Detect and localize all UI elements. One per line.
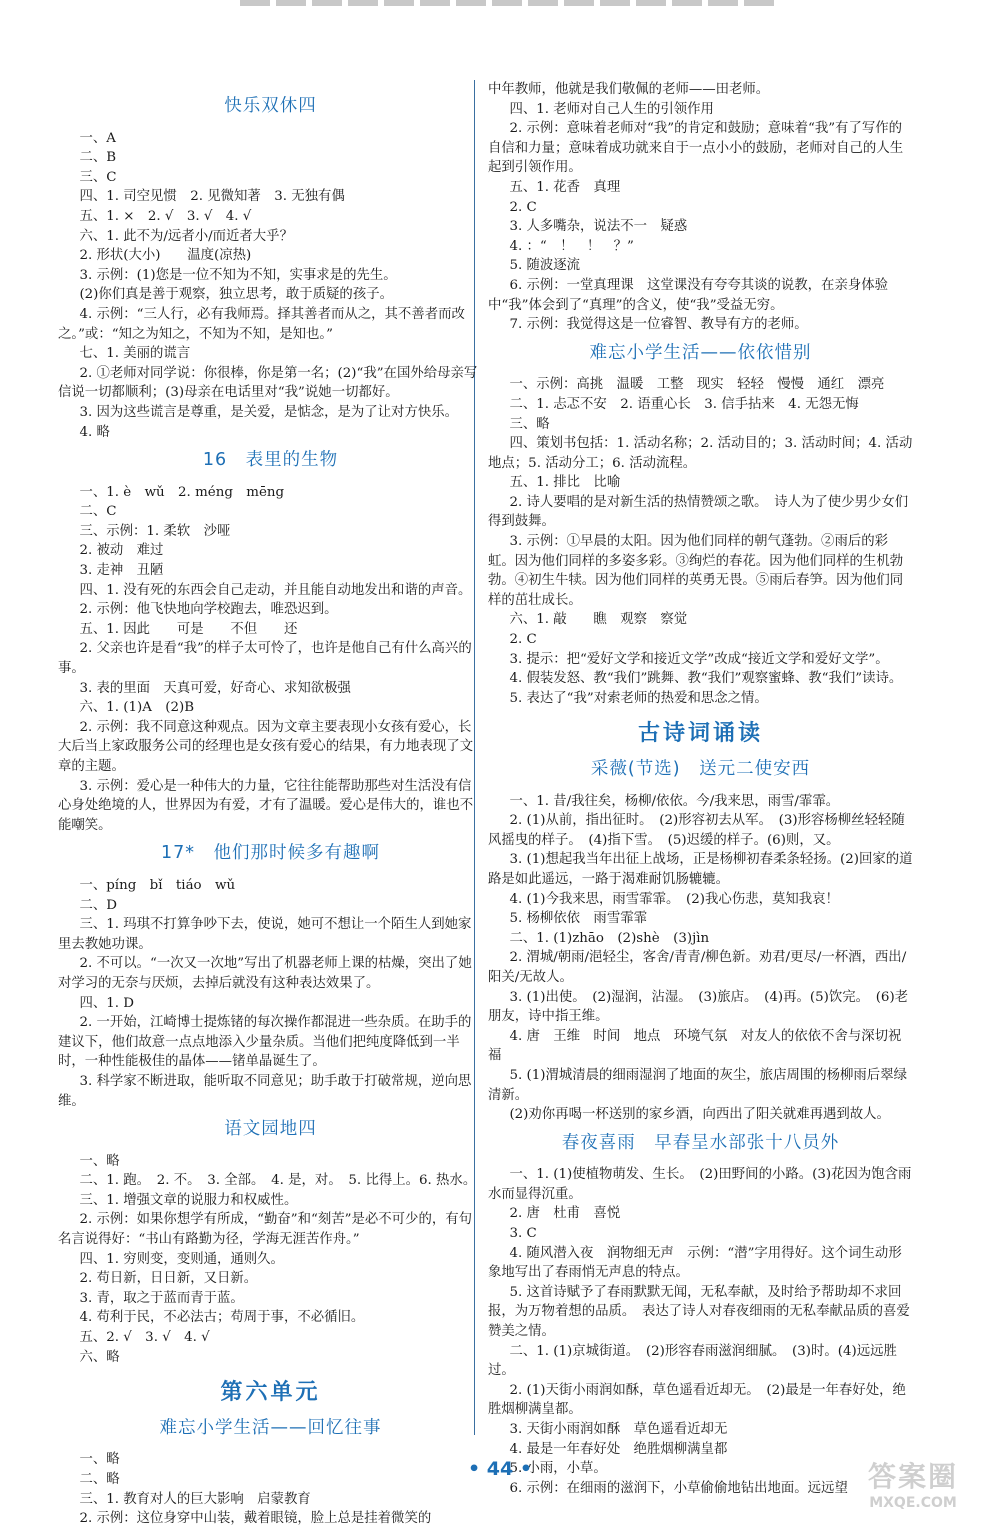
right-section-heading: 采薇(节选) 送元二使安西 xyxy=(590,759,811,779)
right-answer-line: 4. 假装发怒、教“我们”跳舞、教“我们”观察蜜蜂、教“我们”读诗。 xyxy=(509,671,903,687)
left-answer-line: 二、B xyxy=(79,150,117,166)
left-answer-line: 二、略 xyxy=(79,1472,120,1487)
left-answer-line: 四、1. 穷则变，变则通，通则久。 xyxy=(79,1251,284,1267)
right-answer-line: 5. 小雨，小草。 xyxy=(509,1461,607,1477)
left-answer-line: 三、1. 玛琪不打算争吵下去，使说，她可不想让一个陌生人到她家里去教她功课。 xyxy=(58,917,472,952)
right-answer-line: 二、1. (1)京城街道。 (2)形容春雨滋润细腻。 (3)时。(4)远远胜过。 xyxy=(488,1343,897,1379)
left-answer-line: 五、1. × 2. √ 3. √ 4. √ xyxy=(79,208,252,224)
left-answer-line: 四、1. 司空见惯 2. 见微知著 3. 无独有偶 xyxy=(79,189,345,205)
left-answer-line: 三、1. 教育对人的巨大影响 启蒙教育 xyxy=(79,1491,311,1507)
right-answer-line: 五、1. 花香 真理 xyxy=(509,179,621,195)
watermark-title: 答案圈 xyxy=(867,1460,958,1493)
right-answer-line: 3. 人多嘴杂，说法不一 疑惑 xyxy=(509,219,688,235)
left-answer-line: 2. 示例：他飞快地向学校跑去，唯恐迟到。 xyxy=(79,602,338,618)
left-answer-line: 3. 科学家不断进取，能听取不同意见；助手敢于打破常规，逆向思维。 xyxy=(58,1073,472,1109)
left-answer-line: 4. 示例：“三人行，必有我师焉。择其善者而从之，其不善者而改之。”或：“知之为知之，不知为不知，是知也。” xyxy=(58,306,465,342)
left-answer-line: 四、1. D xyxy=(79,995,134,1011)
right-answer-line: 3. C xyxy=(509,1226,537,1242)
right-answer-line: 3. (1)出使。 (2)湿润，沾湿。 (3)旅店。 (4)再。(5)饮完。 (6)老朋友，诗中指王维。 xyxy=(488,989,909,1025)
right-answer-line: 4. (1)今我来思，雨雪霏霏。 (2)我心伤悲，莫知我哀！ xyxy=(509,891,839,907)
left-answer-line: 一、略 xyxy=(79,1153,120,1169)
left-answer-line: 2. 形状(大小) 温度(凉热) xyxy=(79,248,252,264)
right-unit-heading: 古诗词诵读 xyxy=(637,721,763,747)
right-answer-line: 3. 示例：①早晨的太阳。因为他们同样的朝气蓬勃。②雨后的彩虹。因为他们同样的多姿多彩。③绚烂的春花。因为他们同样的生机勃勃。④初生牛犊。因为他们同样的英勇无畏。⑤雨后春笋。因为他们同样的茁壮成长。 xyxy=(488,534,904,608)
left-answer-line: 4. 苟利于民，不必法古；苟周于事，不必循旧。 xyxy=(79,1310,365,1326)
left-answer-line: 2. 示例：如果你想学有所成，“勤奋”和“刻苦”是必不可少的，有句名言说得好：“书山有路勤为径，学海无涯苦作舟。” xyxy=(58,1212,473,1248)
left-answer-line: 2. 不可以。“一次又一次地”写出了机器老师上课的枯燥，突出了她对学习的无奈与厌烦，去掉后就没有这种表达效果了。 xyxy=(58,956,472,991)
left-answer-line: 一、A xyxy=(79,130,116,146)
left-answer-line: 二、1. 跑。 2. 不。 3. 全部。 4. 是，对。 5. 比得上。6. 热水。 xyxy=(79,1173,477,1189)
left-answer-line: (2)你们真是善于观察，独立思考，敢于质疑的孩子。 xyxy=(79,287,393,303)
right-answer-line: 2. (1)天街小雨润如酥，草色遥看近却无。 (2)最是一年春好处，绝胜烟柳满皇都。 xyxy=(488,1382,906,1418)
page-number: • 44 • xyxy=(468,1458,532,1480)
left-answer-line: 三、示例：1. 柔软 沙哑 xyxy=(79,523,231,539)
left-unit-heading: 第六单元 xyxy=(220,1380,321,1406)
top-scan-strip xyxy=(240,0,780,6)
left-answer-line: 2. ①老师对同学说：你很棒，你是第一名；(2)“我”在国外给母亲写信说一切都顺利；(3)母亲在电话里对“我”说她一切都好。 xyxy=(58,365,478,401)
left-answer-line: 2. 被动 难过 xyxy=(79,543,164,559)
watermark-logo xyxy=(838,1455,988,1515)
right-answer-line: 2. 唐 杜甫 喜悦 xyxy=(509,1206,621,1222)
right-answer-line: 4. 唐 王维 时间 地点 环境气氛 对友人的依依不舍与深切祝福 xyxy=(488,1028,902,1064)
left-answer-line: 2. 示例：我不同意这种观点。因为文章主要表现小女孩有爱心，长大后当上家政服务公司的经理也是女孩有爱心的结果，有力地表现了文章的主题。 xyxy=(58,719,474,774)
left-answer-line: 一、1. è wǔ 2. méng mēng xyxy=(79,484,285,500)
right-answer-line: 一、1. 昔/我往矣，杨柳/依依。今/我来思，雨雪/霏霏。 xyxy=(509,793,840,809)
watermark-url: MXQE.COM xyxy=(869,1495,957,1511)
right-answer-line: 3. (1)想起我当年出征上战场，正是杨柳初春柔条轻扬。(2)回家的道路是如此遥远，一路于渴难耐饥肠辘辘。 xyxy=(488,852,913,887)
left-section-heading: 语文园地四 xyxy=(224,1119,317,1140)
right-answer-line: 5. 杨柳依依 雨雪霏霏 xyxy=(509,911,647,927)
right-section-heading: 难忘小学生活——依依惜别 xyxy=(589,342,812,363)
right-answer-line: 6. 示例：一堂真理课 这堂课没有夸夸其谈的说教，在亲身体验中“我”体会到了“真理”的含义，使“我”受益无穷。 xyxy=(488,277,889,313)
right-answer-line: 六、1. 敲 瞧 观察 察觉 xyxy=(509,612,688,628)
right-answer-line: 7. 示例：我觉得这是一位睿智、教导有方的老师。 xyxy=(509,317,808,333)
left-answer-line: 七、1. 美丽的谎言 xyxy=(79,346,191,362)
left-answer-line: 六、1. 此不为/远者小/而近者大乎？ xyxy=(79,228,293,244)
right-answer-line: 一、1. (1)使植物萌发、生长。 (2)田野间的小路。(3)花因为饱含雨水而显得沉重。 xyxy=(488,1167,912,1202)
right-answer-line: 4. 最是一年春好处 绝胜烟柳满皇都 xyxy=(509,1441,728,1457)
left-answer-line: 3. 走神 丑陋 xyxy=(79,563,164,579)
right-answer-line: 2. 示例：意味着老师对“我”的肯定和鼓励；意味着“我”有了写作的自信和力量；意味着成功就来自于一点小小的鼓励，老师对自己的人生起到引领作用。 xyxy=(488,121,904,176)
left-answer-line: 3. 青，取之于蓝而青于蓝。 xyxy=(79,1290,244,1306)
left-answer-line: 二、D xyxy=(79,897,117,913)
left-answer-line: 五、2. √ 3. √ 4. √ xyxy=(79,1330,210,1346)
left-answer-line: 四、1. 没有死的东西会自己走动，并且能自动地发出和谐的声音。 xyxy=(79,582,472,598)
left-answer-line: 三、C xyxy=(79,169,117,185)
left-answer-line: 3. 示例：爱心是一种伟大的力量，它往往能帮助那些对生活没有信心身处绝境的人，世界因为有爱，才有了温暖。爱心是伟大的，谁也不能嘲笑。 xyxy=(58,778,474,833)
right-answer-line: 4. ：“ ！ ！ ？” xyxy=(509,238,634,254)
right-answer-line: 3. 天街小雨润如酥 草色遥看近却无 xyxy=(509,1422,728,1437)
right-answer-line: 4. 随风潜入夜 润物细无声 示例：“潜”字用得好。这个词生动形象地写出了春雨悄无声息的特点。 xyxy=(488,1245,902,1281)
left-column xyxy=(58,88,483,1529)
left-answer-line: 二、C xyxy=(79,504,117,520)
left-answer-line: 六、1. (1)A (2)B xyxy=(79,700,195,716)
right-answer-line: 2. C xyxy=(509,199,537,215)
right-answer-line: 四、1. 老师对自己人生的引领作用 xyxy=(509,101,714,117)
right-answer-line: 一、示例：高挑 温暖 工整 现实 轻轻 慢慢 通红 漂亮 xyxy=(509,377,885,393)
left-answer-line: 3. 表的里面 天真可爱，好奇心、求知欲极强 xyxy=(79,680,351,696)
right-answer-line: 2. C xyxy=(509,632,537,648)
left-answer-line: 2. 苟日新，日日新，又日新。 xyxy=(79,1271,258,1287)
right-answer-line: 5. 表达了“我”对索老师的热爱和思念之情。 xyxy=(509,690,768,706)
left-section-heading: 难忘小学生活——回忆往事 xyxy=(159,1417,382,1438)
right-answer-line: 2. 渭城/朝雨/浥轻尘，客舍/青青/柳色新。劝君/更尽/一杯酒，西出/阳关/无故人。 xyxy=(488,950,907,985)
left-section-heading: 快乐双休四 xyxy=(224,96,317,116)
left-answer-line: 一、略 xyxy=(79,1452,120,1468)
left-section-heading: 17* 他们那时候多有趣啊 xyxy=(160,843,381,864)
left-answer-line: 2. 示例：这位身穿中山装，戴着眼镜，脸上总是挂着微笑的 xyxy=(79,1511,432,1527)
left-answer-line: 五、1. 因此 可是 不但 还 xyxy=(79,621,298,637)
left-section-heading: 16 表里的生物 xyxy=(202,450,339,471)
right-answer-line: 2. 诗人要唱的是对新生活的热情赞颂之歌。 诗人为了使少男少女们得到鼓舞。 xyxy=(488,494,909,530)
right-answer-line: 中年教师，他就是我们敬佩的老师——田老师。 xyxy=(488,82,770,97)
right-answer-line: 5. (1)渭城清晨的细雨湿润了地面的灰尘，旅店周围的杨柳雨后翠绿清新。 xyxy=(488,1067,907,1103)
left-answer-line: 3. 因为这些谎言是尊重，是关爱，是惦念，是为了让对方快乐。 xyxy=(79,404,459,420)
right-answer-line: 5. 这首诗赋予了春雨默默无闻，无私奉献，及时给予帮助却不求回报，为万物着想的品质。 表达了诗人对春夜细雨的无私奉献品质的喜爱赞美之情。 xyxy=(488,1284,910,1340)
right-answer-line: 2. (1)从前，指出征时。 (2)形容初去从军。 (3)形容杨柳丝轻轻随风摇曳的样子。 (4)指下雪。 (5)迟缓的样子。(6)则，又。 xyxy=(488,813,905,848)
left-answer-line: 三、1. 增强文章的说服力和权威性。 xyxy=(79,1192,298,1208)
left-answer-line: 六、略 xyxy=(79,1349,120,1365)
right-answer-line: 五、1. 排比 比喻 xyxy=(509,475,621,491)
right-answer-line: 四、策划书包括：1. 活动名称；2. 活动目的；3. 活动时间；4. 活动地点；5. 活动分工；6. 活动流程。 xyxy=(488,436,913,471)
right-answer-line: 6. 示例：在细雨的滋润下，小草偷偷地钻出地面。远远望 xyxy=(509,1480,848,1496)
right-answer-line: 二、1. (1)zhāo (2)shè (3)jìn xyxy=(509,930,710,946)
right-answer-line: 3. 提示：把“爱好文学和接近文学”改成“接近文学和爱好文学”。 xyxy=(509,651,889,667)
left-answer-line: 3. 示例：(1)您是一位不知为不知，实事求是的先生。 xyxy=(79,267,397,283)
left-answer-line: 4. 略 xyxy=(79,424,110,440)
right-column xyxy=(488,80,913,1498)
right-answer-line: 三、略 xyxy=(509,416,550,432)
right-answer-line: (2)劝你再喝一杯送别的家乡酒，向西出了阳关就难再遇到故人。 xyxy=(509,1107,890,1123)
right-answer-line: 二、1. 忐忑不安 2. 语重心长 3. 信手拈来 4. 无怨无悔 xyxy=(509,396,859,412)
right-answer-line: 5. 随波逐流 xyxy=(509,258,581,274)
right-section-heading: 春夜喜雨 早春呈水部张十八员外 xyxy=(561,1132,840,1153)
left-answer-line: 2. 父亲也许是看“我”的样子太可怜了，也许是他自己有什么高兴的事。 xyxy=(58,641,472,677)
left-answer-line: 一、píng bǐ tiáo wǔ xyxy=(79,877,236,893)
left-answer-line: 2. 一开始，江崎博士提炼锗的每次操作都混进一些杂质。在助手的建议下，他们故意一点点地添入少量杂质。当他们把纯度降低到一半时，一种性能极佳的晶体——锗单晶诞生了。 xyxy=(58,1015,472,1070)
